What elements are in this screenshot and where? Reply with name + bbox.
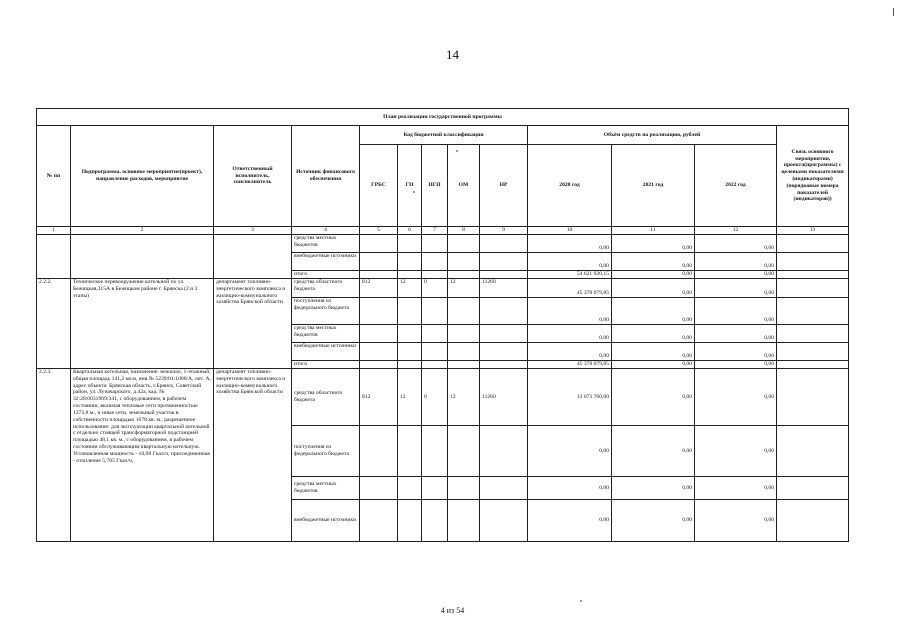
header-budget-code: Код бюджетной классификации — [360, 126, 528, 145]
amount-2021: 0,00 — [612, 369, 695, 426]
column-number: 13 — [777, 227, 849, 235]
scan-edge-mark — [893, 8, 894, 16]
total-2020: 45 378 079,85 — [528, 361, 612, 369]
source-cell: средства областного бюджета — [292, 279, 360, 298]
column-number: 4 — [292, 227, 360, 235]
amount-2021: 0,00 — [612, 298, 695, 325]
code-nr: 11260 — [480, 279, 528, 298]
code-om: 12 — [448, 369, 480, 426]
amount-2020: 0,00 — [528, 477, 612, 500]
amount-2022: 0,00 — [695, 426, 777, 477]
amount-2021: 0,00 — [612, 235, 695, 253]
code-nr: 11260 — [480, 369, 528, 426]
column-number: 10 — [528, 227, 612, 235]
header-nr: НР — [480, 145, 528, 227]
source-cell: средства областного бюджета — [292, 369, 360, 426]
code-gp: 12 — [398, 279, 422, 298]
amount-2021: 0,00 — [612, 500, 695, 542]
amount-2022: 0,00 — [695, 343, 777, 361]
cell-empty — [37, 235, 71, 279]
amount-2022: 0,00 — [695, 477, 777, 500]
code-om: 12 — [448, 279, 480, 298]
amount-2021: 0,00 — [612, 343, 695, 361]
amount-2022: 0,00 — [695, 235, 777, 253]
header-source: Источник финансового обеспечения — [292, 126, 360, 227]
column-number: 7 — [422, 227, 448, 235]
column-number: 8 — [448, 227, 480, 235]
item-name: Квартальная котельная, назначение: нежилое, 1-этажный, общая площадь 141,2 кв.м, инв.№ 5239/01:1000/А, лит. А, адрес объекта: Брянская область, г.Брянск, Советский район, ул. Луначарского, д.42а, кад. № 32:28:0031909:341, с оборудованием, в рабочем состоянии, включая тепловые сети протяженностью 1373,8 м., и иные сети, земельный участок в собственности площадью 1678 кв. м., разрешенное использование: для эксплуатации квартальной котельной с отдельно стоящей трансформаторной подстанцией площадью 48,1 кв. м., с оборудованием, в рабочем состоянии обслуживающим квартальную котельную. Установленная мощность - 10,08 Гкал/ч, присоединенная - отопление 5,705 Гкал/ч, — [71, 369, 214, 542]
cell-empty — [71, 235, 214, 279]
item-number: 2.2.2. — [37, 279, 71, 369]
scan-speck — [580, 600, 582, 602]
table-row — [37, 369, 849, 426]
source-cell: внебюджетные источники — [292, 253, 360, 271]
source-cell: средства местных бюджетов — [292, 477, 360, 500]
header-2021: 2021 год — [612, 145, 695, 227]
header-no: № пп — [37, 126, 71, 227]
amount-2022: 0,00 — [695, 298, 777, 325]
header-2022: 2022 год — [695, 145, 777, 227]
table-title: План реализации государственной программы — [37, 109, 849, 126]
amount-2022: 0,00 — [695, 279, 777, 298]
item-name: Техническое перевооружение котельной по ул. Бежицкая,315А в Бежицком районе г. Брянска (2 и 3 этапы) — [71, 279, 214, 369]
program-plan-table — [36, 108, 849, 542]
amount-2021: 0,00 — [612, 477, 695, 500]
amount-2020: 45 378 079,85 — [528, 279, 612, 298]
table-row — [37, 235, 849, 253]
table-row — [37, 279, 849, 298]
amount-2022: 0,00 — [695, 369, 777, 426]
header-pgp: ПГП — [422, 145, 448, 227]
source-cell: итого — [292, 271, 360, 279]
column-number: 6 — [398, 227, 422, 235]
column-number: 11 — [612, 227, 695, 235]
amount-2020: 0,00 — [528, 343, 612, 361]
code-pgp: 0 — [422, 279, 448, 298]
source-cell: поступления из федерального бюджета — [292, 298, 360, 325]
item-executor: департамент топливно-энергетического комплекса и жилищно-коммунального хозяйства Брянской области — [214, 279, 292, 369]
total-2022: 0,00 — [695, 271, 777, 279]
header-grbs: ГРБС — [360, 145, 398, 227]
header-executor: Ответственный исполнитель, соисполнитель — [214, 126, 292, 227]
total-2022: 0,00 — [695, 361, 777, 369]
column-number: 1 — [37, 227, 71, 235]
source-cell: внебюджетные источники — [292, 343, 360, 361]
header-om: ОМ — [448, 145, 480, 227]
amount-2020: 0,00 — [528, 235, 612, 253]
total-2020: 54 621 920,15 — [528, 271, 612, 279]
item-number: 2.2.3. — [37, 369, 71, 542]
amount-2021: 0,00 — [612, 253, 695, 271]
amount-2020: 0,00 — [528, 325, 612, 343]
source-cell: итого — [292, 361, 360, 369]
amount-2020: 0,00 — [528, 426, 612, 477]
source-cell: средства местных бюджетов — [292, 325, 360, 343]
column-number-row — [37, 227, 849, 235]
amount-2020: 0,00 — [528, 253, 612, 271]
column-number: 5 — [360, 227, 398, 235]
amount-2022: 0,00 — [695, 325, 777, 343]
header-2020: 2020 год — [528, 145, 612, 227]
code-gp: 12 — [398, 369, 422, 426]
amount-2021: 0,00 — [612, 279, 695, 298]
header-subprogram: Подпрограмма, основное мероприятие(проект), направление расходов, мероприятие — [71, 126, 214, 227]
cell-empty — [214, 235, 292, 279]
column-number: 3 — [214, 227, 292, 235]
column-number: 2 — [71, 227, 214, 235]
column-number: 9 — [480, 227, 528, 235]
amount-2021: 0,00 — [612, 325, 695, 343]
header-gp: ГП — [398, 145, 422, 227]
amount-2020: 0,00 — [528, 500, 612, 542]
amount-2021: 0,00 — [612, 426, 695, 477]
header-volume: Объём средств на реализацию, рублей — [528, 126, 777, 145]
code-grbs: 812 — [360, 369, 398, 426]
item-executor: департамент топливно-энергетического комплекса и жилищно-коммунального хозяйства Брянской области — [214, 369, 292, 542]
code-grbs: 812 — [360, 279, 398, 298]
column-number: 12 — [695, 227, 777, 235]
source-cell: средства местных бюджетов — [292, 235, 360, 253]
code-pgp: 0 — [422, 369, 448, 426]
amount-2022: 0,00 — [695, 500, 777, 542]
total-2021: 0,00 — [612, 361, 695, 369]
amount-2020: 0,00 — [528, 298, 612, 325]
amount-2022: 0,00 — [695, 253, 777, 271]
source-cell: внебюджетные источники — [292, 500, 360, 542]
page-footer: 4 из 54 — [440, 606, 465, 615]
page-number: 14 — [446, 47, 459, 62]
amount-2020: 13 073 760,00 — [528, 369, 612, 426]
total-2021: 0,00 — [612, 271, 695, 279]
header-indicator-link: Связь основного мероприятия, проекта(программы) с целевыми показателями (индикаторами) (порядковые номера показателей (индикаторов)) — [777, 126, 849, 227]
source-cell: поступления из федерального бюджета — [292, 426, 360, 477]
